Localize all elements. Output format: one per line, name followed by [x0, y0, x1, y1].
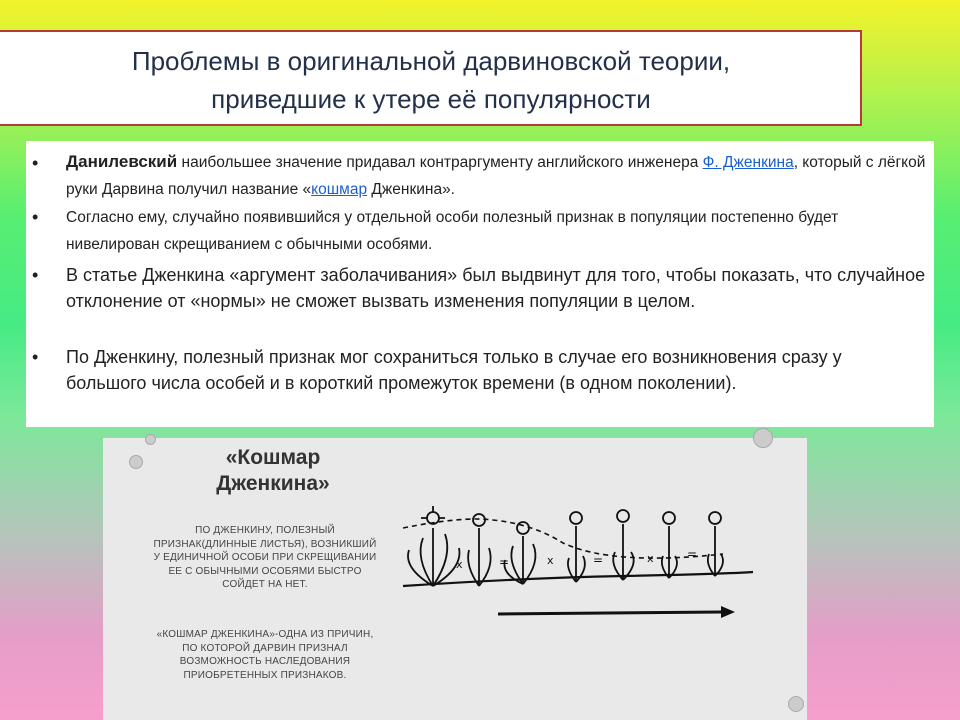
- bullet-1-text-a: наибольшее значение придавал контраргументу английского инженера: [177, 154, 703, 171]
- figure-title-line-2: Дженкина»: [216, 472, 330, 495]
- trait-curve: [403, 519, 723, 558]
- time-arrow-shaft: [498, 612, 721, 614]
- nightmare-link[interactable]: кошмар: [311, 181, 368, 198]
- plant-normal: [708, 512, 723, 576]
- figure-caption-2: «КОШМАР ДЖЕНКИНА»-ОДНА ИЗ ПРИЧИН, ПО КОТОРОЙ ДАРВИН ПРИЗНАЛ ВОЗМОЖНОСТЬ НАСЛЕДОВАНИЯ ПРИОБРЕТЕННЫХ ПРИЗНАКОВ.: [156, 629, 374, 681]
- content-panel: [26, 141, 934, 427]
- plant-hybrid: [613, 510, 633, 580]
- bullet-marker: •: [32, 153, 39, 173]
- figure-title-line-1: «Кошмар: [225, 446, 321, 469]
- bullet-marker: •: [32, 347, 39, 367]
- title-box: [0, 30, 862, 126]
- cross-mark: x: [647, 552, 654, 565]
- plant-normal: [662, 512, 677, 578]
- plant-normal: [568, 512, 585, 582]
- plant-normal: [468, 514, 491, 586]
- slide-title-line-1: Проблемы в оригинальной дарвиновской теории,: [131, 46, 731, 76]
- bullet-blending: Согласно ему, случайно появившийся у отдельной особи полезный признак в популяции постепенно будет нивелирован скрещиванием с обычными особями.: [66, 209, 839, 253]
- bullet-1-text-c: Дженкина».: [367, 181, 455, 198]
- equals-mark: =: [593, 553, 604, 567]
- jenkin-nightmare-figure: [103, 438, 807, 720]
- equals-mark: =: [687, 547, 698, 561]
- cross-mark: x: [456, 558, 463, 571]
- bullet-marker: •: [32, 265, 39, 285]
- slide-title-line-2: приведшие к утере её популярности: [211, 84, 651, 114]
- plants-drawing: [103, 438, 807, 720]
- plant-hybrid: [504, 522, 535, 584]
- equals-mark: =: [499, 555, 510, 569]
- danilevsky-name: Данилевский: [66, 152, 178, 171]
- cross-mark: x: [547, 554, 554, 567]
- figure-caption-1: ПО ДЖЕНКИНУ, ПОЛЕЗНЫЙ ПРИЗНАК(ДЛИННЫЕ ЛИСТЬЯ), ВОЗНИКШИЙ У ЕДИНИЧНОЙ ОСОБИ ПРИ СКРЕЩИВАНИИ ЕЕ С ОБЫЧНЫМИ ОСОБЯМИ БЫСТРО СОЙДЕТ НА НЕТ.: [153, 525, 377, 591]
- bullet-danilevsky: [66, 148, 926, 203]
- bullet-swamping-argument: В статье Дженкина «аргумент заболачивания» был выдвинут для того, чтобы показать, что случайное отклонение от «нормы» не сможет вызвать изменения популяции в целом.: [66, 265, 926, 311]
- bullet-jenkin-condition: По Дженкину, полезный признак мог сохраниться только в случае его возникновения сразу у большого числа особей и в короткий промежуток времени (в одном поколении).: [66, 347, 842, 393]
- jenkin-link[interactable]: Ф. Дженкина: [702, 154, 794, 171]
- bullet-1-text-b: , который с лёгкой руки Дарвина получил название «: [66, 154, 926, 198]
- time-arrow-head: [721, 606, 735, 618]
- plant-long-leaves: [408, 506, 459, 586]
- bullet-marker: •: [32, 207, 39, 227]
